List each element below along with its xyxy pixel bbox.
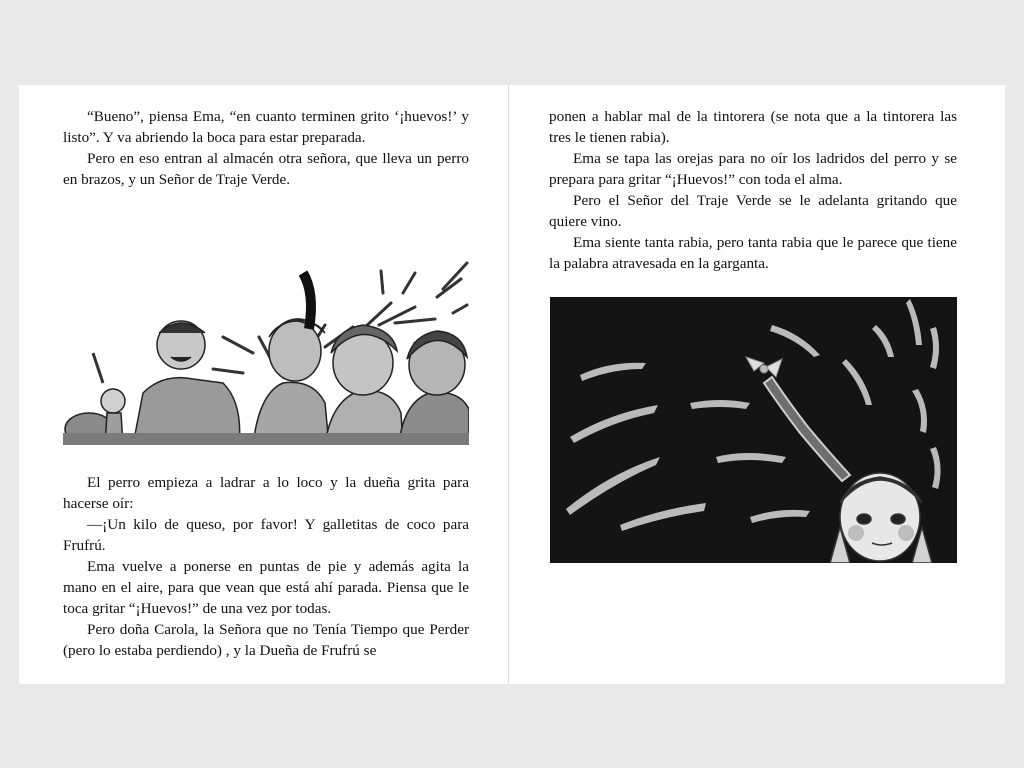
right-top-text (549, 106, 957, 274)
left-top-text (63, 106, 469, 190)
paragraph: Pero el Señor del Traje Verde se le adelanta gritando que quiere vino. (549, 192, 957, 230)
page-gutter (508, 85, 509, 684)
paragraph: Ema siente tanta rabia, pero tanta rabia que le parece que tiene la palabra atravesada en la garganta. (549, 234, 957, 272)
girl-with-braid-illustration (550, 297, 957, 563)
right-page (549, 85, 957, 684)
paragraph: “Bueno”, piensa Ema, “en cuanto terminen grito ‘¡huevos!’ y listo”. Y va abriendo la boca para estar preparada. (63, 108, 469, 146)
paragraph: ponen a hablar mal de la tintorera (se nota que a la tintorera las tres le tienen rabia). (549, 108, 957, 146)
book-spread (19, 85, 1005, 684)
paragraph: Pero doña Carola, la Señora que no Tenía Tiempo que Perder (pero lo estaba perdiendo) , y la Dueña de Frufrú se (63, 621, 469, 659)
paragraph: Ema vuelve a ponerse en puntas de pie y además agita la mano en el aire, para que vean que está ahí parada. Piensa que le toca gritar “¡Huevos!” de una vez por todas. (63, 558, 469, 617)
paragraph: —¡Un kilo de queso, por favor! Y galletitas de coco para Frufrú. (63, 516, 469, 554)
left-bottom-text (63, 472, 469, 661)
paragraph: El perro empieza a ladrar a lo loco y la dueña grita para hacerse oír: (63, 474, 469, 512)
paragraph: Pero en eso entran al almacén otra señora, que lleva un perro en brazos, y un Señor de Traje Verde. (63, 150, 469, 188)
paragraph: Ema se tapa las orejas para no oír los ladridos del perro y se prepara para gritar “¡Huevos!” con toda el alma. (549, 150, 957, 188)
left-page (63, 85, 469, 684)
crowd-scene-illustration (63, 233, 469, 445)
